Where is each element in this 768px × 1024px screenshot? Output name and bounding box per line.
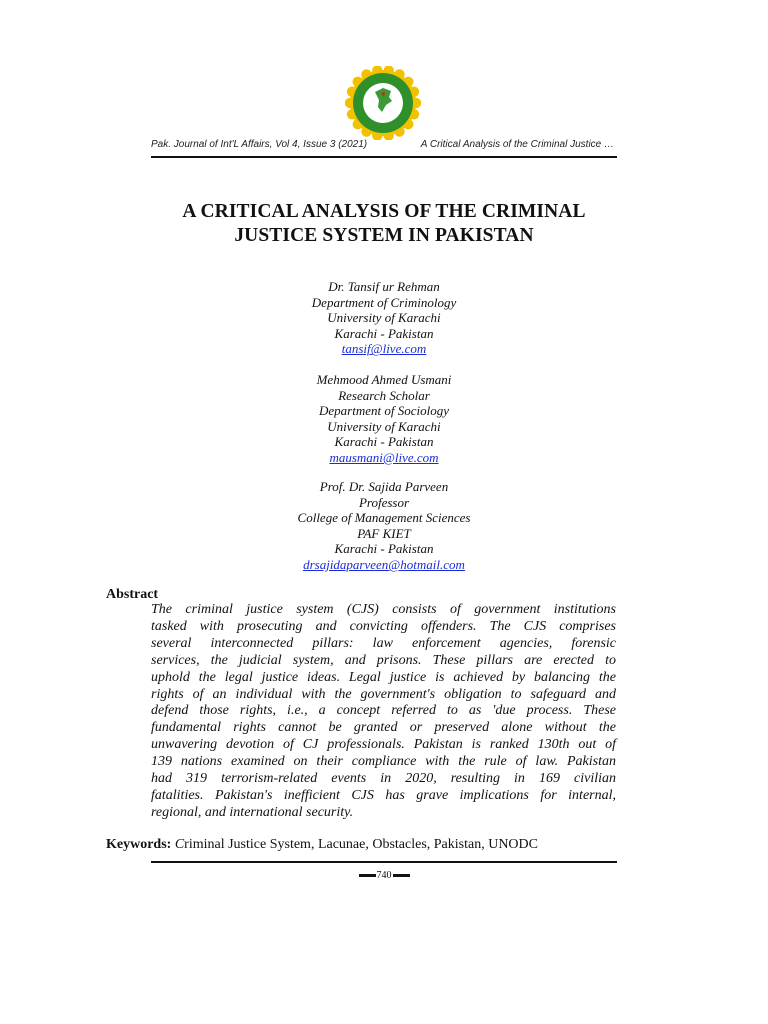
abstract-heading: Abstract <box>106 587 159 602</box>
author-block-1 <box>200 279 568 357</box>
abstract-line: services, the judicial system, and prisons. These pillars are erected to <box>151 652 616 668</box>
author-affiliation: Karachi - Pakistan <box>334 325 434 341</box>
author-affiliation: University of Karachi <box>327 418 441 434</box>
author-block-3 <box>200 479 568 573</box>
page-number-bar-right <box>393 874 410 877</box>
footer-rule <box>151 861 617 863</box>
header-rule <box>151 156 617 158</box>
society-logo <box>345 66 421 140</box>
author-affiliation: Professor <box>358 494 410 510</box>
abstract-line: rights of an individual with the government's obligation to safeguard and <box>151 686 616 702</box>
abstract-line: 139 nations examined on their compliance with the rule of law. Pakistan <box>151 754 616 770</box>
short-title: A Critical Analysis of the Criminal Justice … <box>420 139 614 150</box>
abstract-line: defend those rights, i.e., a concept referred to as 'due process. These <box>151 703 616 719</box>
society-logo-emblem <box>345 66 421 140</box>
page-number-value: 740 <box>376 870 392 882</box>
author-email-link[interactable]: tansif@live.com <box>341 341 427 357</box>
page-number <box>338 870 430 886</box>
keywords-initial: C <box>174 837 185 852</box>
author-affiliation: PAF KIET <box>357 525 411 541</box>
abstract-line: had 319 terrorism-related events in 2020, resulting in 169 civilian <box>151 771 616 787</box>
author-affiliation: College of Management Sciences <box>297 510 471 526</box>
abstract-line: fatalities. Pakistan's inefficient CJS has grave implications for internal, <box>151 787 616 803</box>
author-affiliation: Karachi - Pakistan <box>334 541 434 557</box>
author-name: Prof. Dr. Sajida Parveen <box>319 479 449 494</box>
abstract-body <box>151 602 616 822</box>
abstract-line: uphold the legal justice ideas. Legal justice is achieved by balancing the <box>151 669 616 685</box>
abstract-line: regional, and international security. <box>151 804 354 820</box>
abstract-line: fundamental rights cannot be granted or preserved alone without the <box>151 720 616 736</box>
author-block-2 <box>200 372 568 466</box>
author-email-link[interactable]: drsajidaparveen@hotmail.com <box>303 556 465 572</box>
author-email-link[interactable]: mausmani@live.com <box>329 449 439 465</box>
title-line-1: A CRITICAL ANALYSIS OF THE CRIMINAL <box>182 201 586 222</box>
title-line-2: JUSTICE SYSTEM IN PAKISTAN <box>234 225 534 246</box>
page-number-bar-left <box>359 874 376 877</box>
keywords-list: riminal Justice System, Lacunae, Obstacles, Pakistan, UNODC <box>184 837 538 852</box>
journal-citation: Pak. Journal of Int'L Affairs, Vol 4, Issue 3 (2021) <box>151 139 368 150</box>
keywords-label: Keywords: <box>106 837 172 852</box>
abstract-line: The criminal justice system (CJS) consists of government institutions <box>151 602 616 617</box>
author-affiliation: Department of Criminology <box>311 294 457 310</box>
author-name: Mehmood Ahmed Usmani <box>316 372 452 387</box>
keywords-line <box>106 837 538 853</box>
abstract-line: tasked with prosecuting and convicting offenders. The CJS comprises <box>151 618 616 634</box>
author-name: Dr. Tansif ur Rehman <box>328 279 440 294</box>
paper-title <box>100 200 668 248</box>
author-affiliation: Research Scholar <box>338 387 430 403</box>
author-affiliation: Karachi - Pakistan <box>334 434 434 450</box>
abstract-line: several interconnected pillars: law enforcement agencies, forensic <box>151 635 616 651</box>
author-affiliation: Department of Sociology <box>319 403 449 419</box>
abstract-line: unwavering devotion of CJ professionals. Pakistan is ranked 130th out of <box>151 737 616 753</box>
author-affiliation: University of Karachi <box>327 310 441 326</box>
